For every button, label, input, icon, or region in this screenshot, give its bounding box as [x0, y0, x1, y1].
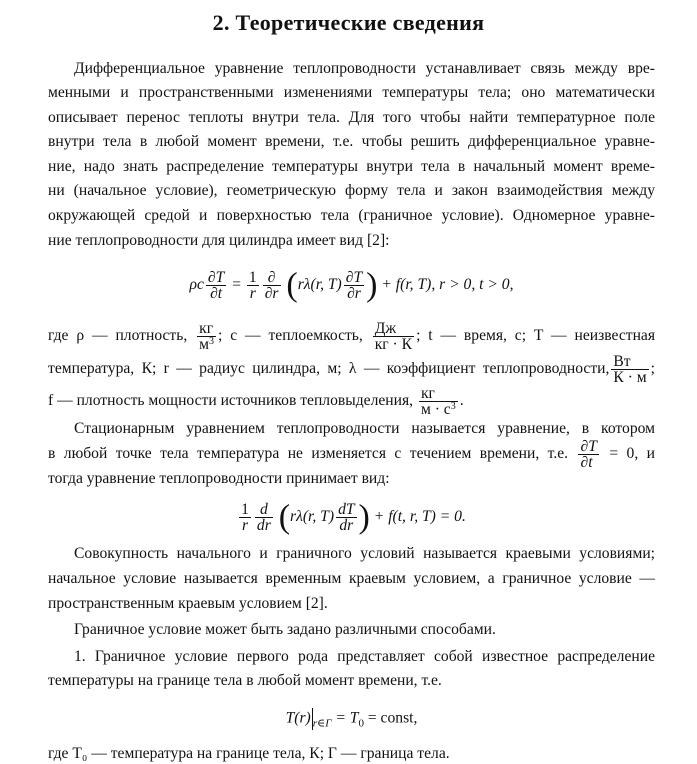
- equation-stationary: $\frac{1}{r}$ $\frac{d}{dr}$ (rλ(r, T) $\frac{dT}{dr}$ ) + f(t, r, T) = 0.: [241, 498, 466, 536]
- text-line: начальное условие называется временным краевым условием, а граничное условие —: [48, 570, 655, 587]
- definitions-line: температура, К; r — радиус цилиндра, м; λ — коэффициент теплопроводности, $\frac{Вт}{К \cdot м}$ ;: [48, 352, 655, 386]
- text-line: тогда уравнение теплопроводности принимает вид:: [48, 470, 390, 487]
- text-line: Совокупность начального и граничного условий называется краевыми условиями;: [74, 545, 655, 562]
- text-line: описывает перенос теплоты внутри тела. Для того чтобы найти температурное поле: [48, 109, 655, 126]
- section-title: 2. Теоретические сведения: [212, 10, 485, 35]
- text-line: где T₀ — температура на границе тела, К; Γ — граница тела.: [48, 745, 450, 762]
- text-line: пространственным краевым условием [2].: [48, 595, 328, 612]
- text-line: ние, надо знать распределение температуры внутри тела в начальный момент време-: [48, 158, 655, 175]
- text-line: Граничное условие может быть задано различными способами.: [74, 621, 496, 638]
- equation-heat: ρc $\frac{\partial T}{\partial t}$ = $\frac{1}{r}$ $\frac{\partial}{\partial r}$ (rλ(r, T) $\frac{\partial T}{\partial r}$ ) + f(r, T), r > 0, t > 0,: [189, 266, 514, 304]
- text-line: менными и пространственными изменениями температуры тела; оно математически: [48, 84, 655, 101]
- text-line: внутри тела в любой момент времени, т.е. чтобы решить дифференциальное уравне-: [48, 133, 655, 150]
- text-line: Стационарным уравнением теплопроводности называется уравнение, в котором: [74, 420, 655, 437]
- equation-boundary: T(r) $_{r\in\Gamma} = T_0$ = const,: [285, 709, 418, 730]
- definitions-line: f — плотность мощности источников тепловыделения, $\frac{кг}{м \cdot с^3}$ .: [48, 384, 464, 418]
- text-line: 1. Граничное условие первого рода представляет собой известное распределение: [74, 648, 655, 665]
- text-line: температуры на границе тела в любой момент времени, т.е.: [48, 672, 442, 689]
- text-line: ни (начальное условие), геометрическую форму тела и закон взаимодействия между: [48, 182, 655, 199]
- text-line: Дифференциальное уравнение теплопроводности устанавливает связь между вре-: [74, 60, 655, 77]
- text-line: окружающей средой и поверхностью тела (граничное условие). Одномерное уравне-: [48, 207, 655, 224]
- text-line: в любой точке тела температура не изменяется с течением времени, т.е. $\frac{\partial T}{\partial t}$ = 0, и: [48, 437, 656, 471]
- definitions-line: где ρ — плотность, $\frac{кг}{м^3}$ ; c — теплоемкость, $\frac{Дж}{кг \cdot К}$ ; t — время, с; T — неизвестная: [48, 319, 656, 353]
- text-line: ние теплопроводности для цилиндра имеет вид [2]:: [48, 232, 390, 249]
